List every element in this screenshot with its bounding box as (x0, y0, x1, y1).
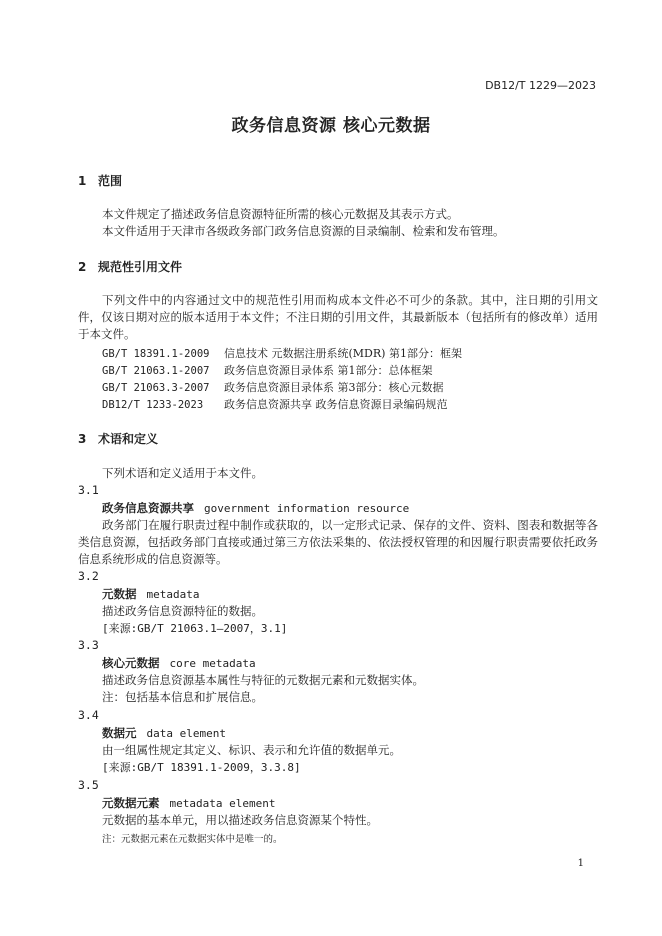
paragraph: 下列文件中的内容通过文中的规范性引用而构成本文件必不可少的条款。其中，注日期的引用文件，仅该日期对应的版本适用于本文件；不注日期的引用文件，其最新版本（包括所有的修改单）适用于本文件。 (78, 293, 598, 341)
term-number: 3.3 (78, 638, 99, 652)
paragraph: 下列术语和定义适用于本文件。 (102, 466, 263, 480)
term-zh: 核心元数据 (102, 656, 160, 670)
reference-code: GB/T 21063.3-2007 (102, 382, 210, 394)
term-number: 3.1 (78, 483, 99, 497)
term-entry (102, 795, 275, 811)
term-definition: 元数据的基本单元，用以描述政务信息资源某个特性。 (102, 813, 378, 827)
term-definition: 由一组属性规定其定义、标识、表示和允许值的数据单元。 (102, 743, 401, 757)
section-number: 2 (78, 260, 87, 274)
section-title: 规范性引用文件 (98, 260, 183, 274)
term-zh: 政务信息资源共享 (102, 501, 194, 515)
term-zh: 数据元 (102, 726, 137, 740)
document-code: DB12/T 1229—2023 (485, 79, 596, 92)
paragraph: 本文件规定了描述政务信息资源特征所需的核心元数据及其表示方式。 (102, 207, 459, 221)
term-entry (102, 500, 409, 516)
term-en: core metadata (169, 657, 256, 670)
reference-item (102, 379, 444, 395)
term-number: 3.5 (78, 778, 99, 792)
page-number: 1 (577, 858, 584, 869)
term-en: metadata (146, 588, 200, 601)
term-source: [来源:GB/T 21063.1—2007，3.1] (102, 622, 288, 635)
term-note: 注：元数据元素在元数据实体中是唯一的。 (102, 834, 283, 845)
term-en: government information resource (204, 502, 410, 515)
term-en: data element (146, 727, 226, 740)
reference-code: DB12/T 1233-2023 (102, 399, 204, 411)
term-source: [来源:GB/T 18391.1-2009，3.3.8] (102, 761, 301, 774)
term-definition: 描述政务信息资源基本属性与特征的元数据元素和元数据实体。 (102, 673, 424, 687)
term-en: metadata element (169, 797, 276, 810)
reference-code: GB/T 21063.1-2007 (102, 365, 210, 377)
term-zh: 元数据元素 (102, 796, 160, 810)
section-title: 范围 (98, 174, 123, 188)
section-title: 术语和定义 (98, 432, 159, 446)
term-definition: 描述政务信息资源特征的数据。 (102, 604, 263, 618)
reference-code: GB/T 18391.1-2009 (102, 348, 210, 360)
reference-item (102, 362, 433, 378)
reference-title: 信息技术 元数据注册系统(MDR) 第1部分：框架 (224, 347, 462, 360)
reference-title: 政务信息资源目录体系 第1部分：总体框架 (224, 364, 433, 377)
term-zh: 元数据 (102, 587, 137, 601)
term-entry (102, 655, 256, 671)
term-entry (102, 586, 199, 602)
paragraph: 本文件适用于天津市各级政务部门政务信息资源的目录编制、检索和发布管理。 (102, 224, 505, 238)
section-heading (78, 172, 122, 189)
term-number: 3.4 (78, 708, 99, 722)
section-number: 1 (78, 174, 87, 188)
reference-title: 政务信息资源目录体系 第3部分：核心元数据 (224, 381, 444, 394)
reference-title: 政务信息资源共享 政务信息资源目录编码规范 (224, 398, 448, 411)
term-entry (102, 725, 226, 741)
section-heading (78, 258, 182, 275)
term-number: 3.2 (78, 569, 99, 583)
reference-item (102, 345, 462, 361)
section-number: 3 (78, 432, 87, 446)
document-title: 政务信息资源 核心元数据 (231, 116, 431, 136)
reference-item (102, 396, 448, 412)
term-note: 注：包括基本信息和扩展信息。 (102, 690, 263, 704)
section-heading (78, 430, 158, 447)
term-definition: 政务部门在履行职责过程中制作或获取的，以一定形式记录、保存的文件、资料、图表和数据等各类信息资源，包括政务部门直接或通过第三方依法采集的、依法授权管理的和因履行职责需要依托政务信息系统形成的信息资源等。 (78, 518, 598, 566)
